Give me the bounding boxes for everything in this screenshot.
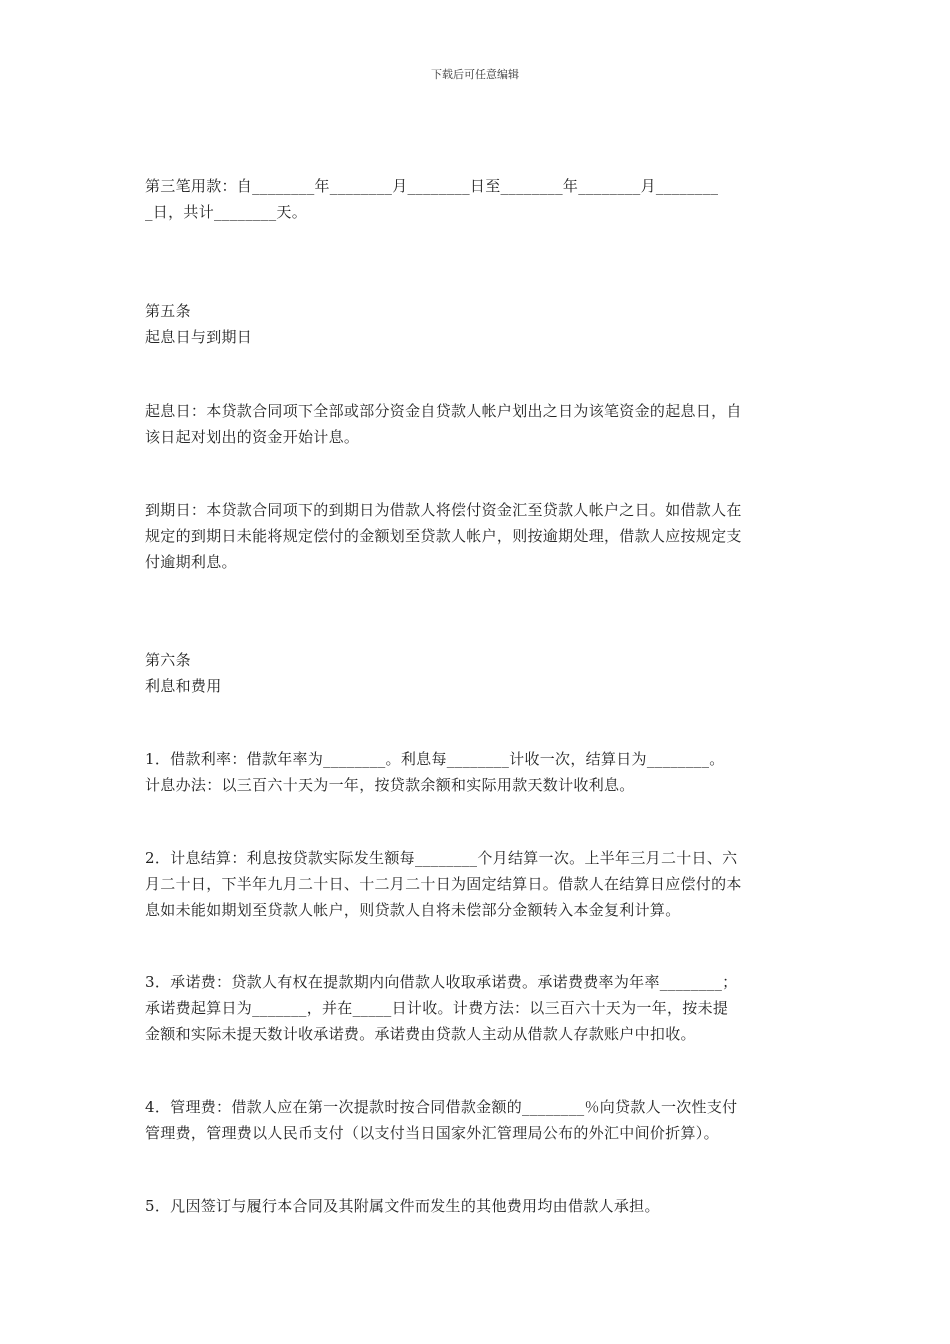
text-line: 起息日：本贷款合同项下全部或部分资金自贷款人帐户划出之日为该笔资金的起息日，自 [145, 402, 742, 420]
item-2-paragraph [145, 845, 810, 923]
article-number: 第五条 [145, 302, 191, 320]
text-line: 金额和实际未提天数计收承诺费。承诺费由贷款人主动从借款人存款账户中扣收。 [145, 1025, 696, 1043]
text-line: _日，共计________天。 [145, 203, 308, 221]
article-6-heading [145, 647, 810, 699]
item-4-paragraph [145, 1094, 810, 1146]
article-5-heading [145, 298, 810, 350]
article-title: 起息日与到期日 [145, 328, 253, 346]
drawdown-third-paragraph [145, 173, 810, 225]
article-number: 第六条 [145, 651, 191, 669]
text-line: 2．计息结算：利息按贷款实际发生额每________个月结算一次。上半年三月二十日、六 [145, 849, 738, 867]
maturity-date-paragraph [145, 497, 810, 575]
text-line: 规定的到期日未能将规定偿付的金额划至贷款人帐户，则按逾期处理，借款人应按规定支 [145, 527, 742, 545]
text-line: 计息办法：以三百六十天为一年，按贷款余额和实际用款天数计收利息。 [145, 776, 635, 794]
item-1-paragraph [145, 746, 810, 798]
text-line: 第三笔用款：自________年________月________日至________年________月________ [145, 177, 719, 195]
text-line: 到期日：本贷款合同项下的到期日为借款人将偿付资金汇至贷款人帐户之日。如借款人在 [145, 501, 742, 519]
text-line: 4．管理费：借款人应在第一次提款时按合同借款金额的________％向贷款人一次性支付 [145, 1098, 738, 1116]
article-title: 利息和费用 [145, 677, 222, 695]
text-line: 1．借款利率：借款年率为________。利息每________计收一次，结算日为________。 [145, 750, 725, 768]
item-5-paragraph [145, 1193, 810, 1219]
text-line: 管理费，管理费以人民币支付（以支付当日国家外汇管理局公布的外汇中间价折算）。 [145, 1124, 719, 1142]
item-3-paragraph [145, 969, 810, 1047]
page-header: 下载后可任意编辑 [431, 68, 519, 81]
text-line: 承诺费起算日为_______，并在_____日计收。计费方法：以三百六十天为一年，按未提 [145, 999, 729, 1017]
text-line: 付逾期利息。 [145, 553, 237, 571]
text-line: 该日起对划出的资金开始计息。 [145, 428, 360, 446]
text-line: 3．承诺费：贷款人有权在提款期内向借款人收取承诺费。承诺费费率为年率________； [145, 973, 738, 991]
text-line: 息如未能如期划至贷款人帐户，则贷款人自将未偿部分金额转入本金复利计算。 [145, 901, 681, 919]
text-line: 5．凡因签订与履行本合同及其附属文件而发生的其他费用均由借款人承担。 [145, 1197, 660, 1215]
text-line: 月二十日，下半年九月二十日、十二月二十日为固定结算日。借款人在结算日应偿付的本 [145, 875, 742, 893]
value-date-paragraph [145, 398, 810, 450]
